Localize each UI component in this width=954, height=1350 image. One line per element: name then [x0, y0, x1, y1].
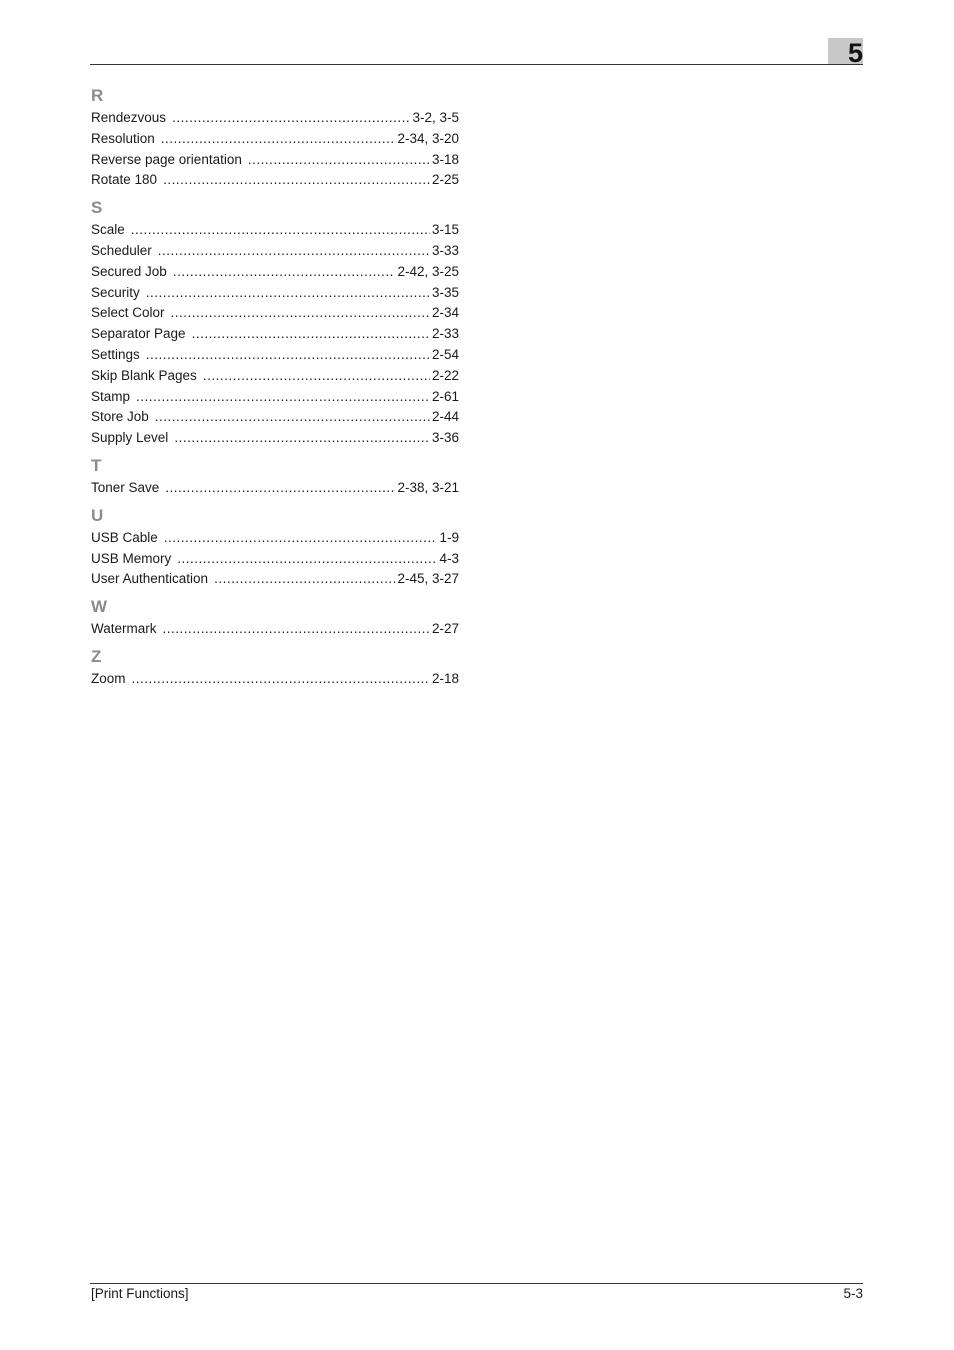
index-page-ref: 3-2, 3-5 [412, 110, 459, 125]
index-entry [91, 283, 459, 304]
index-term: Security [91, 284, 140, 300]
index-entry [91, 669, 459, 690]
index-entry [91, 387, 459, 408]
index-entry [91, 150, 459, 171]
index-page-ref: 3-15 [431, 222, 459, 238]
dot-leader [158, 241, 430, 262]
index-term: Settings [91, 346, 140, 362]
index-letter-heading: Z [91, 646, 102, 666]
index-term: Separator Page [91, 326, 186, 342]
index-entry [91, 108, 459, 129]
index-page-ref: 3-18 [431, 151, 459, 167]
index-term: Watermark [91, 621, 157, 637]
index-section [91, 595, 459, 640]
index-page-ref: 3-36 [431, 430, 459, 446]
dot-leader [131, 220, 430, 241]
dot-leader [132, 669, 430, 690]
dot-leader [163, 170, 430, 191]
index-term: Scheduler [91, 242, 152, 258]
index-page-ref: 2-18 [431, 670, 459, 686]
index-page-ref: 2-34 [431, 305, 459, 321]
index-page-ref: 2-34, 3-20 [397, 130, 459, 146]
index-page-ref: 2-45, 3-27 [397, 571, 459, 587]
index-entry [91, 569, 459, 590]
index-entry [91, 345, 459, 366]
index-term: Zoom [91, 670, 126, 686]
index-page-ref: 2-44 [431, 409, 459, 425]
index-entry [91, 303, 459, 324]
index-term: USB Cable [91, 529, 158, 545]
index-column [91, 84, 459, 690]
index-page-ref: 2-61 [431, 388, 459, 404]
dot-leader [146, 345, 430, 366]
dot-leader [203, 366, 430, 387]
dot-leader [165, 478, 395, 499]
index-entry [91, 170, 459, 191]
index-entry [91, 619, 459, 640]
dot-leader [174, 428, 430, 449]
index-entry [91, 129, 459, 150]
index-term: Rendezvous [91, 110, 167, 125]
index-page-ref: 2-22 [431, 367, 459, 383]
index-letter-heading: T [91, 455, 102, 475]
index-term: USB Memory [91, 550, 172, 566]
index-term: Skip Blank Pages [91, 367, 197, 383]
index-entry [91, 428, 459, 449]
dot-leader [172, 108, 410, 129]
index-entry [91, 478, 459, 499]
dot-leader [146, 283, 430, 304]
index-term: Scale [91, 222, 125, 238]
index-term: Store Job [91, 409, 149, 425]
index-page-ref: 3-35 [431, 284, 459, 300]
index-section [91, 84, 459, 191]
index-page-ref: 2-27 [431, 621, 459, 637]
index-letter-heading: S [91, 198, 103, 218]
dot-leader [173, 262, 396, 283]
index-page-ref: 1-9 [439, 529, 459, 545]
index-term: Supply Level [91, 430, 169, 446]
index-page-ref: 3-33 [431, 242, 459, 258]
index-term: Toner Save [91, 479, 160, 495]
index-page-ref: 2-38, 3-21 [397, 479, 459, 495]
index-entry [91, 241, 459, 262]
footer-page-number: 5-3 [843, 1286, 863, 1301]
index-entry [91, 324, 459, 345]
dot-leader [163, 619, 430, 640]
index-page-ref: 2-42, 3-25 [397, 263, 459, 279]
index-term: Reverse page orientation [91, 151, 242, 167]
dot-leader [248, 150, 430, 171]
index-section [91, 645, 459, 690]
header-rule [90, 64, 863, 65]
index-term: Resolution [91, 130, 155, 146]
index-term: User Authentication [91, 571, 209, 587]
index-section [91, 454, 459, 499]
footer-section-title: [Print Functions] [91, 1286, 189, 1301]
index-term: Secured Job [91, 263, 167, 279]
dot-leader [214, 569, 395, 590]
index-section [91, 196, 459, 449]
index-term: Rotate 180 [91, 172, 158, 188]
dot-leader [164, 528, 438, 549]
index-section [91, 504, 459, 590]
footer-rule [90, 1283, 863, 1284]
index-letter-heading: R [91, 86, 104, 105]
index-term: Stamp [91, 388, 131, 404]
index-entry [91, 262, 459, 283]
chapter-number: 5 [847, 38, 863, 68]
dot-leader [171, 303, 430, 324]
index-letter-heading: W [91, 597, 108, 617]
index-page-ref: 4-3 [439, 550, 459, 566]
index-entry [91, 549, 459, 570]
index-page-ref: 2-25 [431, 172, 459, 188]
dot-leader [161, 129, 396, 150]
index-entry [91, 220, 459, 241]
index-entry [91, 528, 459, 549]
index-entry [91, 407, 459, 428]
dot-leader [192, 324, 430, 345]
index-page-ref: 2-33 [431, 326, 459, 342]
dot-leader [136, 387, 430, 408]
index-page-ref: 2-54 [431, 346, 459, 362]
index-term: Select Color [91, 305, 165, 321]
index-letter-heading: U [91, 505, 104, 525]
dot-leader [155, 407, 430, 428]
chapter-tab [828, 38, 863, 68]
index-entry [91, 366, 459, 387]
dot-leader [177, 549, 437, 570]
